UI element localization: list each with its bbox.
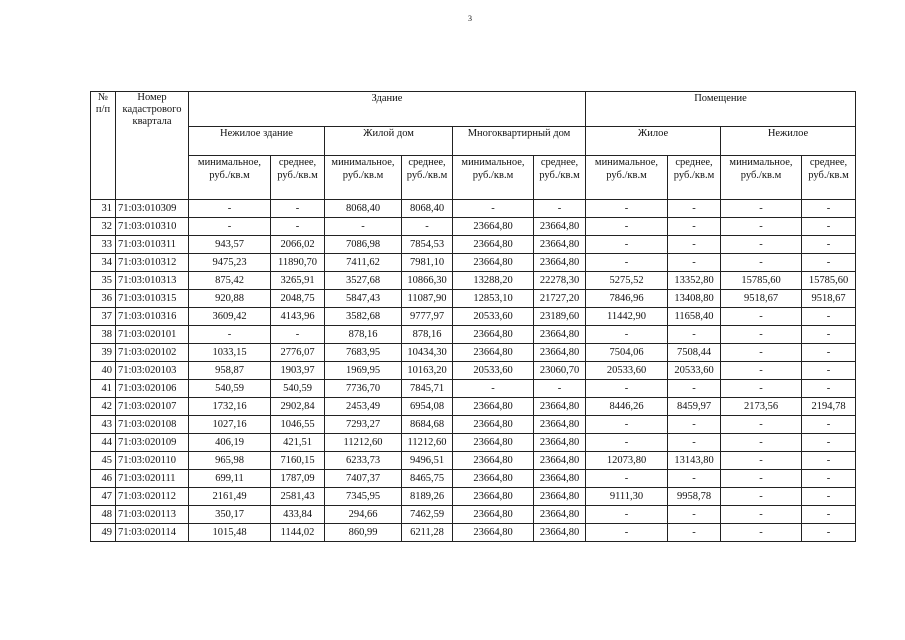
cell-row-number: 37	[91, 308, 116, 326]
cell-nonres-premises-min: -	[721, 254, 802, 272]
cell-house-avg: 10434,30	[402, 344, 453, 362]
cell-apartment-min: 23664,80	[453, 452, 534, 470]
cell-cadastral-quarter: 71:03:010311	[116, 236, 189, 254]
cell-row-number: 45	[91, 452, 116, 470]
cell-house-avg: 9496,51	[402, 452, 453, 470]
cell-res-premises-avg: 8459,97	[668, 398, 721, 416]
cell-apartment-avg: -	[534, 380, 586, 398]
cell-res-premises-avg: -	[668, 524, 721, 542]
cell-apartment-min: 23664,80	[453, 524, 534, 542]
cell-cadastral-quarter: 71:03:020101	[116, 326, 189, 344]
cell-row-number: 34	[91, 254, 116, 272]
cell-apartment-avg: 23664,80	[534, 524, 586, 542]
header-avg: среднее, руб./кв.м	[271, 156, 325, 200]
cell-res-premises-avg: -	[668, 218, 721, 236]
cell-row-number: 44	[91, 434, 116, 452]
header-apartment-building: Многоквартирный дом	[453, 127, 586, 156]
cell-nonres-premises-avg: -	[802, 254, 856, 272]
cell-cadastral-quarter: 71:03:020107	[116, 398, 189, 416]
cell-house-min: 7683,95	[325, 344, 402, 362]
cadastral-value-table	[90, 91, 856, 542]
cell-res-premises-min: 5275,52	[586, 272, 668, 290]
cell-nonres-premises-avg: -	[802, 488, 856, 506]
cell-nonres-premises-min: -	[721, 488, 802, 506]
cell-house-avg: 8684,68	[402, 416, 453, 434]
cell-res-premises-min: -	[586, 524, 668, 542]
cell-nonres-building-min: 875,42	[189, 272, 271, 290]
cell-nonres-building-avg: 7160,15	[271, 452, 325, 470]
cell-house-avg: 11212,60	[402, 434, 453, 452]
cell-cadastral-quarter: 71:03:010313	[116, 272, 189, 290]
cell-row-number: 41	[91, 380, 116, 398]
cell-apartment-min: 12853,10	[453, 290, 534, 308]
cell-apartment-min: 20533,60	[453, 308, 534, 326]
cell-res-premises-avg: 13408,80	[668, 290, 721, 308]
cell-res-premises-avg: 13352,80	[668, 272, 721, 290]
table-row	[91, 524, 856, 542]
cell-res-premises-min: -	[586, 434, 668, 452]
cell-nonres-building-min: 958,87	[189, 362, 271, 380]
cell-house-min: 294,66	[325, 506, 402, 524]
cell-apartment-avg: 23664,80	[534, 254, 586, 272]
cell-nonres-building-min: 699,11	[189, 470, 271, 488]
cell-row-number: 43	[91, 416, 116, 434]
cell-cadastral-quarter: 71:03:010310	[116, 218, 189, 236]
cell-apartment-min: 23664,80	[453, 218, 534, 236]
cell-res-premises-min: 8446,26	[586, 398, 668, 416]
cell-res-premises-min: -	[586, 326, 668, 344]
cell-house-min: 1969,95	[325, 362, 402, 380]
cell-nonres-premises-min: -	[721, 524, 802, 542]
cell-nonres-building-avg: 11890,70	[271, 254, 325, 272]
header-cadastral-quarter: Номер кадастрового квартала	[116, 92, 189, 200]
cell-res-premises-avg: -	[668, 416, 721, 434]
cell-nonres-building-min: 1033,15	[189, 344, 271, 362]
cell-cadastral-quarter: 71:03:020109	[116, 434, 189, 452]
cell-house-avg: 6211,28	[402, 524, 453, 542]
cell-apartment-avg: 23664,80	[534, 326, 586, 344]
cell-res-premises-avg: -	[668, 254, 721, 272]
cell-nonres-premises-avg: -	[802, 236, 856, 254]
cell-house-min: 3527,68	[325, 272, 402, 290]
header-min: минимальное, руб./кв.м	[586, 156, 668, 200]
cell-nonres-premises-avg: -	[802, 362, 856, 380]
cell-apartment-avg: 23664,80	[534, 416, 586, 434]
cell-nonres-building-avg: -	[271, 200, 325, 218]
cell-res-premises-min: -	[586, 236, 668, 254]
cell-apartment-min: 20533,60	[453, 362, 534, 380]
table-row	[91, 470, 856, 488]
cell-house-min: 2453,49	[325, 398, 402, 416]
cell-house-min: 8068,40	[325, 200, 402, 218]
cell-nonres-building-avg: 4143,96	[271, 308, 325, 326]
cell-cadastral-quarter: 71:03:020113	[116, 506, 189, 524]
cell-house-min: 7407,37	[325, 470, 402, 488]
cell-house-min: 860,99	[325, 524, 402, 542]
table-row	[91, 506, 856, 524]
cell-house-avg: 11087,90	[402, 290, 453, 308]
cell-res-premises-min: -	[586, 254, 668, 272]
cell-nonres-premises-avg: -	[802, 416, 856, 434]
cell-nonres-building-avg: 2776,07	[271, 344, 325, 362]
cell-row-number: 49	[91, 524, 116, 542]
cell-cadastral-quarter: 71:03:010309	[116, 200, 189, 218]
cell-nonres-building-min: -	[189, 200, 271, 218]
cell-cadastral-quarter: 71:03:020112	[116, 488, 189, 506]
header-avg: среднее, руб./кв.м	[668, 156, 721, 200]
header-premises: Помещение	[586, 92, 856, 127]
cell-apartment-min: 23664,80	[453, 416, 534, 434]
cell-row-number: 46	[91, 470, 116, 488]
cell-apartment-avg: 23664,80	[534, 344, 586, 362]
table-row	[91, 416, 856, 434]
table-row	[91, 344, 856, 362]
cell-nonres-building-avg: -	[271, 218, 325, 236]
cell-nonres-premises-avg: 15785,60	[802, 272, 856, 290]
cell-nonres-premises-avg: -	[802, 380, 856, 398]
cell-cadastral-quarter: 71:03:020114	[116, 524, 189, 542]
cell-nonres-building-min: -	[189, 218, 271, 236]
header-building: Здание	[189, 92, 586, 127]
table-row	[91, 452, 856, 470]
cell-house-avg: -	[402, 218, 453, 236]
cell-res-premises-min: 20533,60	[586, 362, 668, 380]
cell-nonres-building-min: 9475,23	[189, 254, 271, 272]
cell-nonres-premises-min: 2173,56	[721, 398, 802, 416]
cell-apartment-avg: 23664,80	[534, 398, 586, 416]
cell-res-premises-min: -	[586, 380, 668, 398]
cell-res-premises-avg: -	[668, 506, 721, 524]
cell-nonres-building-min: 1732,16	[189, 398, 271, 416]
cell-apartment-avg: 23664,80	[534, 506, 586, 524]
cell-row-number: 36	[91, 290, 116, 308]
cell-nonres-premises-avg: -	[802, 344, 856, 362]
cell-nonres-premises-min: -	[721, 344, 802, 362]
cell-nonres-building-min: -	[189, 326, 271, 344]
cell-nonres-building-avg: 421,51	[271, 434, 325, 452]
cell-apartment-min: 23664,80	[453, 344, 534, 362]
cell-house-min: 7411,62	[325, 254, 402, 272]
cell-nonres-building-avg: 540,59	[271, 380, 325, 398]
cell-house-avg: 7981,10	[402, 254, 453, 272]
table-row	[91, 326, 856, 344]
table-row	[91, 398, 856, 416]
table-row	[91, 362, 856, 380]
header-residential-premises: Жилое	[586, 127, 721, 156]
cell-nonres-premises-min: -	[721, 362, 802, 380]
table-row	[91, 218, 856, 236]
table-row	[91, 236, 856, 254]
cell-res-premises-min: -	[586, 218, 668, 236]
cell-row-number: 38	[91, 326, 116, 344]
cell-apartment-min: 23664,80	[453, 236, 534, 254]
table-row	[91, 200, 856, 218]
cell-res-premises-min: -	[586, 470, 668, 488]
cell-nonres-premises-avg: 9518,67	[802, 290, 856, 308]
cell-house-min: 7293,27	[325, 416, 402, 434]
cell-house-avg: 8465,75	[402, 470, 453, 488]
table-row	[91, 254, 856, 272]
cell-apartment-min: -	[453, 380, 534, 398]
cell-house-min: 5847,43	[325, 290, 402, 308]
page-number: 3	[468, 14, 472, 23]
header-nonresidential-building: Нежилое здание	[189, 127, 325, 156]
cell-row-number: 35	[91, 272, 116, 290]
cell-nonres-premises-min: 9518,67	[721, 290, 802, 308]
cell-cadastral-quarter: 71:03:020110	[116, 452, 189, 470]
cell-house-min: 7736,70	[325, 380, 402, 398]
cell-res-premises-min: 9111,30	[586, 488, 668, 506]
cell-row-number: 31	[91, 200, 116, 218]
cell-apartment-min: 23664,80	[453, 398, 534, 416]
cell-res-premises-avg: -	[668, 200, 721, 218]
cell-house-min: 6233,73	[325, 452, 402, 470]
header-avg: среднее, руб./кв.м	[802, 156, 856, 200]
cell-apartment-min: -	[453, 200, 534, 218]
cell-apartment-avg: 23664,80	[534, 452, 586, 470]
cell-nonres-building-avg: 1903,97	[271, 362, 325, 380]
cell-apartment-min: 13288,20	[453, 272, 534, 290]
cell-res-premises-avg: 20533,60	[668, 362, 721, 380]
cell-res-premises-min: -	[586, 200, 668, 218]
cell-nonres-premises-min: -	[721, 470, 802, 488]
cell-nonres-premises-avg: 2194,78	[802, 398, 856, 416]
cell-nonres-premises-avg: -	[802, 218, 856, 236]
header-row-number: № п/п	[91, 92, 116, 200]
cell-nonres-building-avg: 2048,75	[271, 290, 325, 308]
cell-res-premises-avg: 11658,40	[668, 308, 721, 326]
cell-nonres-premises-avg: -	[802, 326, 856, 344]
cell-cadastral-quarter: 71:03:020111	[116, 470, 189, 488]
table-row	[91, 308, 856, 326]
cell-res-premises-avg: -	[668, 470, 721, 488]
cell-res-premises-min: 11442,90	[586, 308, 668, 326]
cell-res-premises-avg: -	[668, 236, 721, 254]
cell-nonres-building-avg: 3265,91	[271, 272, 325, 290]
cell-nonres-building-min: 920,88	[189, 290, 271, 308]
header-nonresidential-premises: Нежилое	[721, 127, 856, 156]
cell-house-min: 7345,95	[325, 488, 402, 506]
cell-nonres-building-min: 1015,48	[189, 524, 271, 542]
cell-row-number: 32	[91, 218, 116, 236]
cell-nonres-premises-min: -	[721, 236, 802, 254]
cell-row-number: 42	[91, 398, 116, 416]
cell-row-number: 33	[91, 236, 116, 254]
cell-res-premises-avg: -	[668, 380, 721, 398]
cell-res-premises-min: 7504,06	[586, 344, 668, 362]
cell-res-premises-avg: 7508,44	[668, 344, 721, 362]
cell-nonres-premises-min: -	[721, 416, 802, 434]
cell-nonres-premises-min: -	[721, 452, 802, 470]
cell-house-min: 7086,98	[325, 236, 402, 254]
cell-apartment-avg: 22278,30	[534, 272, 586, 290]
cell-nonres-premises-avg: -	[802, 452, 856, 470]
header-min: минимальное, руб./кв.м	[325, 156, 402, 200]
cell-house-avg: 8189,26	[402, 488, 453, 506]
cell-res-premises-avg: -	[668, 434, 721, 452]
cell-nonres-premises-avg: -	[802, 308, 856, 326]
cell-res-premises-avg: -	[668, 326, 721, 344]
cell-house-min: 878,16	[325, 326, 402, 344]
cell-nonres-building-avg: 2581,43	[271, 488, 325, 506]
cell-nonres-premises-min: -	[721, 200, 802, 218]
cell-cadastral-quarter: 71:03:020108	[116, 416, 189, 434]
table-row	[91, 290, 856, 308]
cell-nonres-premises-avg: -	[802, 200, 856, 218]
cell-nonres-building-min: 1027,16	[189, 416, 271, 434]
header-min: минимальное, руб./кв.м	[189, 156, 271, 200]
cell-nonres-premises-min: -	[721, 218, 802, 236]
cell-nonres-building-min: 3609,42	[189, 308, 271, 326]
cell-nonres-building-avg: 1787,09	[271, 470, 325, 488]
cell-nonres-premises-min: -	[721, 326, 802, 344]
cell-apartment-min: 23664,80	[453, 488, 534, 506]
cell-house-avg: 7845,71	[402, 380, 453, 398]
cell-row-number: 40	[91, 362, 116, 380]
cell-house-avg: 7854,53	[402, 236, 453, 254]
cell-nonres-premises-min: -	[721, 434, 802, 452]
cell-nonres-building-avg: 1144,02	[271, 524, 325, 542]
cell-nonres-building-avg: 1046,55	[271, 416, 325, 434]
header-avg: среднее, руб./кв.м	[534, 156, 586, 200]
cell-nonres-premises-min: -	[721, 506, 802, 524]
cell-house-avg: 9777,97	[402, 308, 453, 326]
cell-house-avg: 878,16	[402, 326, 453, 344]
cell-house-min: 11212,60	[325, 434, 402, 452]
cell-apartment-avg: 23664,80	[534, 218, 586, 236]
header-min: минимальное, руб./кв.м	[453, 156, 534, 200]
cell-row-number: 39	[91, 344, 116, 362]
cell-res-premises-min: 7846,96	[586, 290, 668, 308]
cell-res-premises-min: -	[586, 506, 668, 524]
cell-row-number: 47	[91, 488, 116, 506]
cell-nonres-building-min: 2161,49	[189, 488, 271, 506]
cell-nonres-building-min: 350,17	[189, 506, 271, 524]
table-body	[91, 200, 856, 542]
cell-nonres-building-avg: 433,84	[271, 506, 325, 524]
cell-res-premises-avg: 9958,78	[668, 488, 721, 506]
cell-cadastral-quarter: 71:03:020103	[116, 362, 189, 380]
cell-apartment-avg: -	[534, 200, 586, 218]
cell-nonres-building-min: 540,59	[189, 380, 271, 398]
cell-apartment-min: 23664,80	[453, 434, 534, 452]
cell-nonres-premises-avg: -	[802, 506, 856, 524]
cell-apartment-min: 23664,80	[453, 326, 534, 344]
cell-nonres-premises-avg: -	[802, 470, 856, 488]
cell-house-min: -	[325, 218, 402, 236]
cell-row-number: 48	[91, 506, 116, 524]
header-residential-house: Жилой дом	[325, 127, 453, 156]
cell-house-avg: 7462,59	[402, 506, 453, 524]
header-avg: среднее, руб./кв.м	[402, 156, 453, 200]
cell-cadastral-quarter: 71:03:020102	[116, 344, 189, 362]
cell-res-premises-avg: 13143,80	[668, 452, 721, 470]
cell-nonres-building-min: 965,98	[189, 452, 271, 470]
cell-nonres-premises-avg: -	[802, 434, 856, 452]
header-min: минимальное, руб./кв.м	[721, 156, 802, 200]
cell-house-avg: 10163,20	[402, 362, 453, 380]
cell-cadastral-quarter: 71:03:020106	[116, 380, 189, 398]
cell-apartment-avg: 23189,60	[534, 308, 586, 326]
table-row	[91, 488, 856, 506]
cell-cadastral-quarter: 71:03:010312	[116, 254, 189, 272]
cell-apartment-avg: 23664,80	[534, 470, 586, 488]
cell-res-premises-min: -	[586, 416, 668, 434]
cell-house-avg: 8068,40	[402, 200, 453, 218]
cell-nonres-premises-min: -	[721, 308, 802, 326]
cell-apartment-avg: 23664,80	[534, 488, 586, 506]
cell-apartment-avg: 23664,80	[534, 434, 586, 452]
cell-nonres-building-avg: 2066,02	[271, 236, 325, 254]
cell-apartment-avg: 23664,80	[534, 236, 586, 254]
cell-house-avg: 10866,30	[402, 272, 453, 290]
cell-apartment-min: 23664,80	[453, 506, 534, 524]
cell-nonres-premises-avg: -	[802, 524, 856, 542]
table-row	[91, 272, 856, 290]
cell-nonres-premises-min: 15785,60	[721, 272, 802, 290]
cell-apartment-min: 23664,80	[453, 254, 534, 272]
cell-house-min: 3582,68	[325, 308, 402, 326]
cell-cadastral-quarter: 71:03:010315	[116, 290, 189, 308]
cell-cadastral-quarter: 71:03:010316	[116, 308, 189, 326]
cell-res-premises-min: 12073,80	[586, 452, 668, 470]
cell-nonres-building-min: 943,57	[189, 236, 271, 254]
cell-apartment-avg: 21727,20	[534, 290, 586, 308]
cell-nonres-building-avg: -	[271, 326, 325, 344]
cell-nonres-building-min: 406,19	[189, 434, 271, 452]
cell-house-avg: 6954,08	[402, 398, 453, 416]
cell-nonres-building-avg: 2902,84	[271, 398, 325, 416]
cell-nonres-premises-min: -	[721, 380, 802, 398]
table-row	[91, 434, 856, 452]
cell-apartment-avg: 23060,70	[534, 362, 586, 380]
table-row	[91, 380, 856, 398]
cell-apartment-min: 23664,80	[453, 470, 534, 488]
